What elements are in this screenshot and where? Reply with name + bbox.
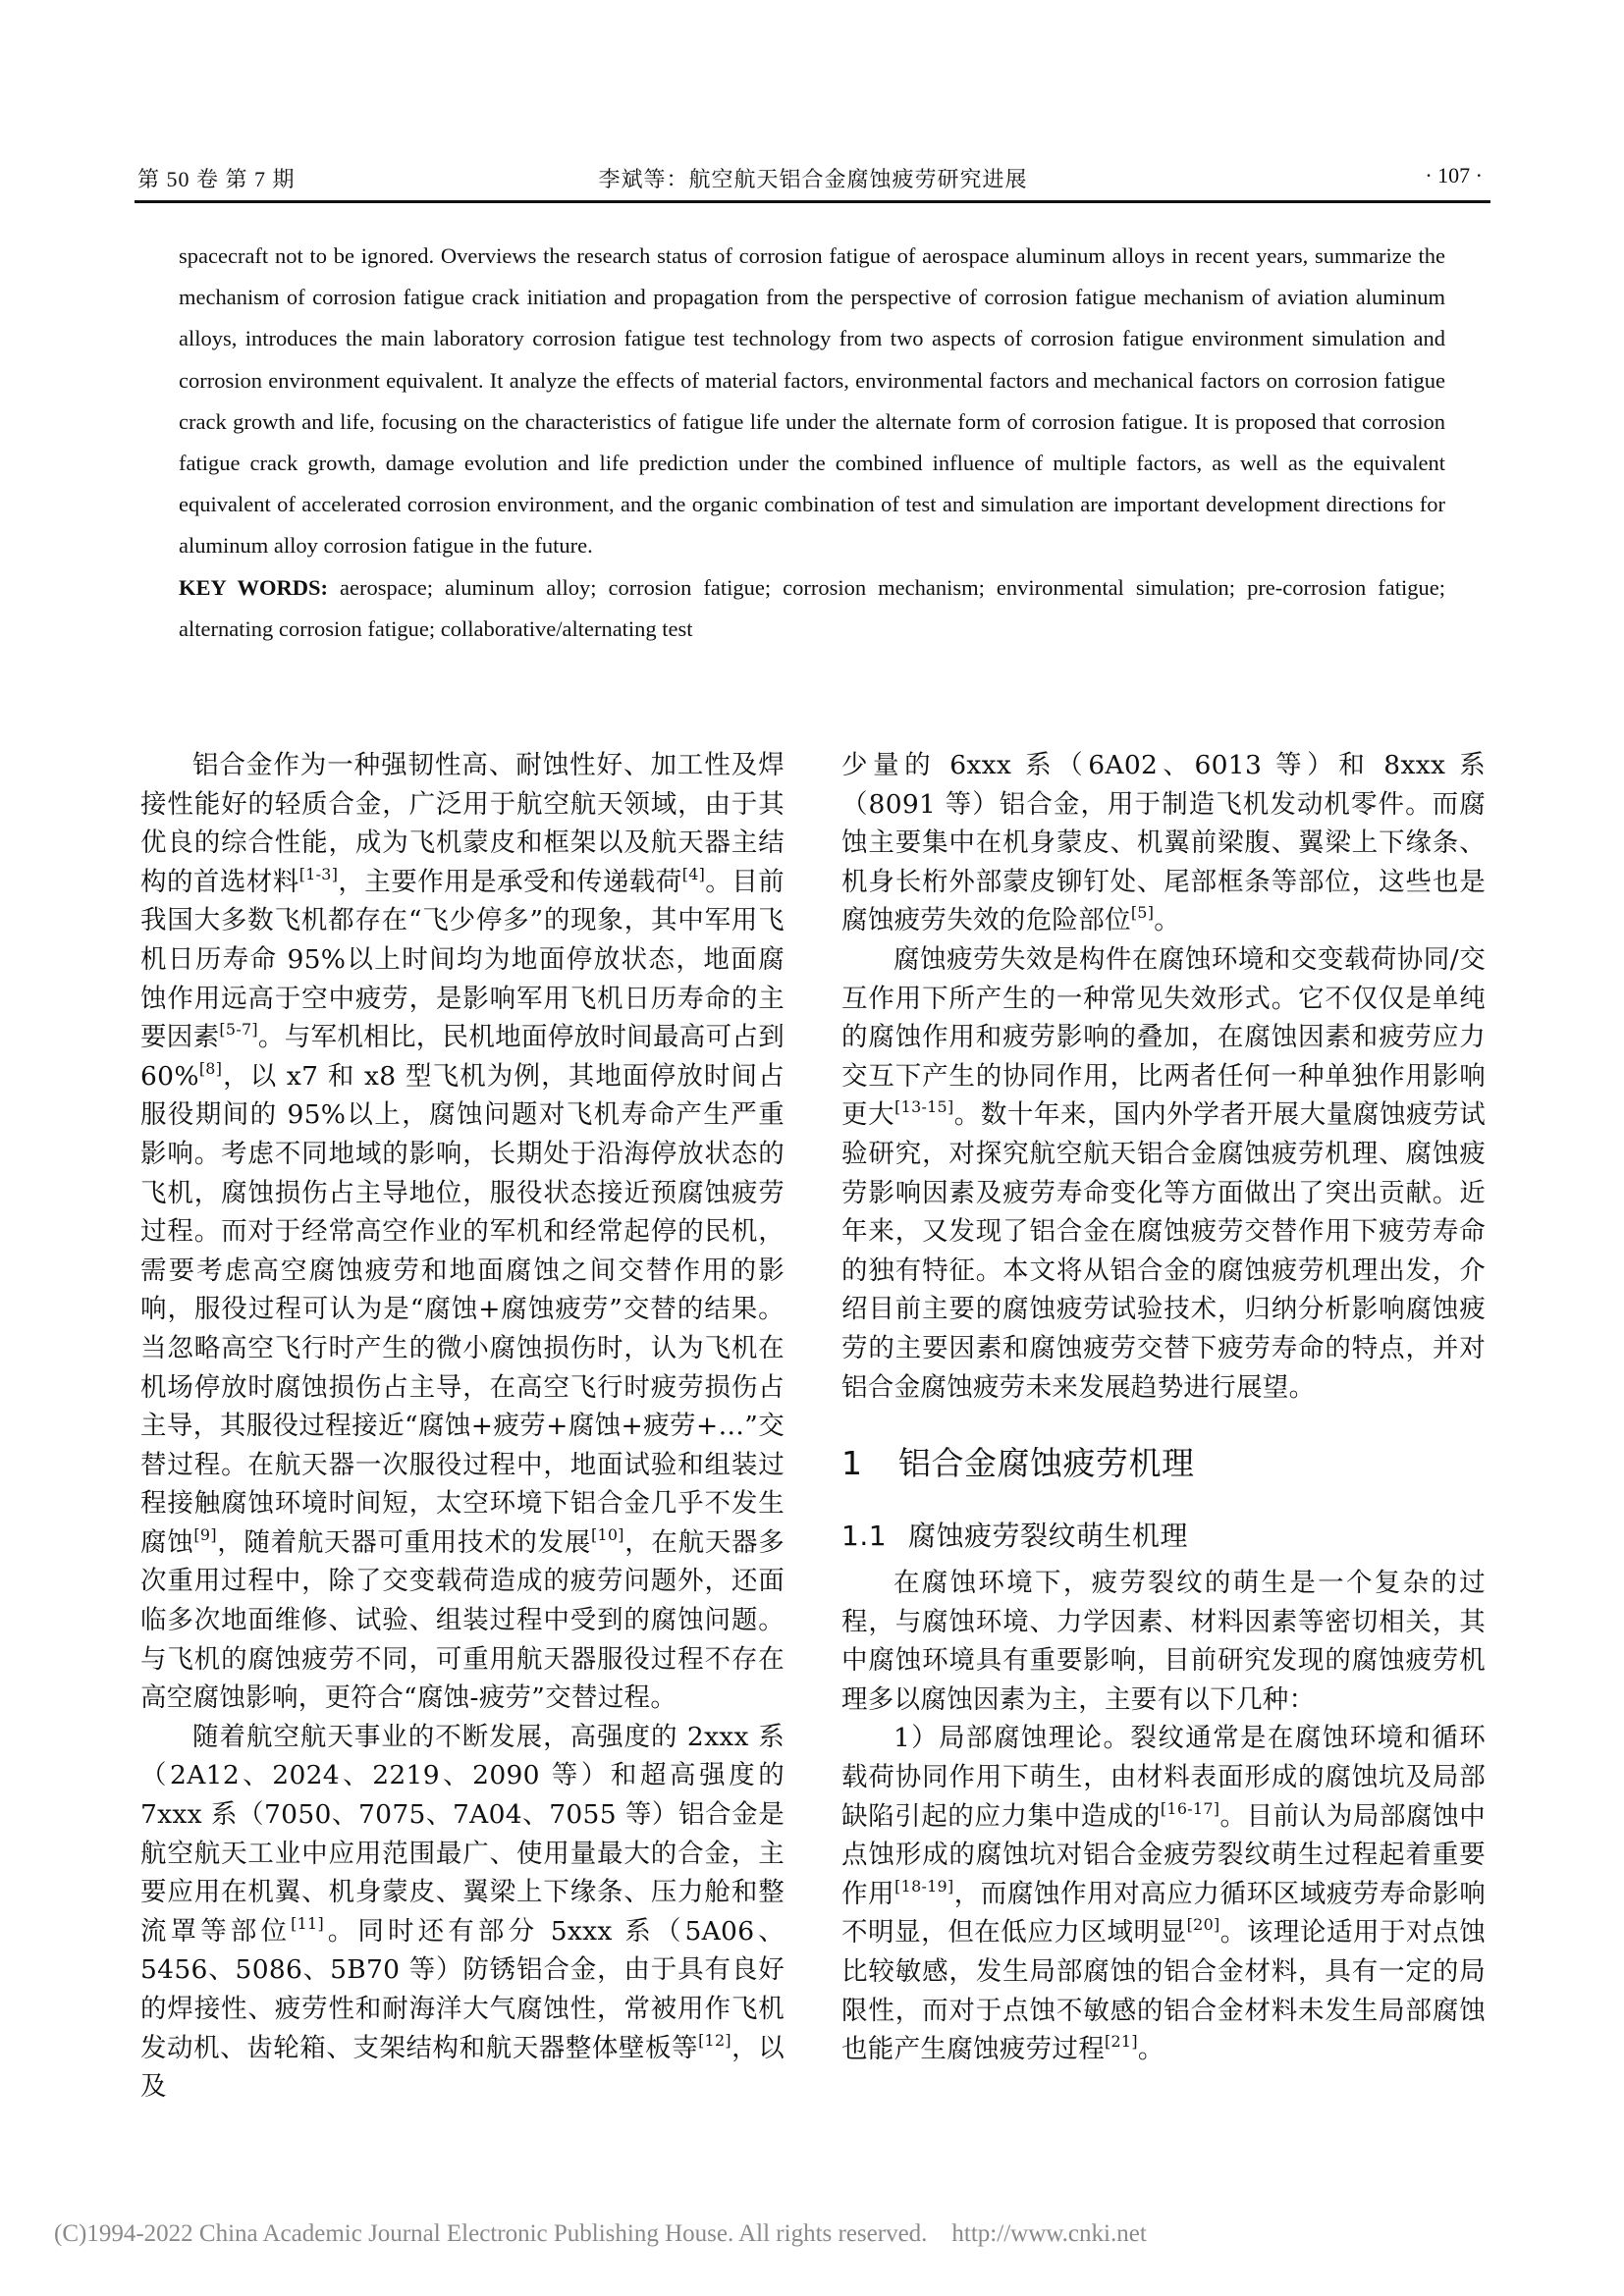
header-rule — [135, 200, 1490, 203]
subsection-number: 1.1 — [841, 1520, 888, 1553]
paragraph: 少量的 6xxx 系（6A02、6013 等）和 8xxx 系（8091 等）铝合金，用于制造飞机发动机零件。而腐蚀主要集中在机身蒙皮、机翼前梁腹、翼梁上下缘条、机身长桁外部蒙皮铆钉处、尾部框条等部位，这些也是腐蚀疲劳失效的危险部位[5]。 — [841, 750, 1486, 936]
citation-ref: [9] — [193, 1524, 217, 1544]
citation-ref: [21] — [1105, 2032, 1138, 2052]
running-title: 李斌等：航空航天铝合金腐蚀疲劳研究进展 — [598, 167, 1028, 191]
paragraph: 随着航空航天事业的不断发展，高强度的 2xxx 系（2A12、2024、2219、2090 等）和超高强度的 7xxx 系（7050、7075、7A04、7055 等）铝合金是航空航天工业中应用范围最广、使用量最大的合金，主要应用在机翼、机身蒙皮、翼梁上下缘条、压力舱和整流罩等部位[11]。同时还有部分 5xxx 系（5A06、5456、5086、5B70 等）防锈铝合金，由于具有良好的焊接性、疲劳性和耐海洋大气腐蚀性，常被用作飞机发动机、齿轮箱、支架结构和航天器整体壁板等[12]，以及 — [140, 1721, 785, 2103]
citation-ref: [4] — [681, 864, 706, 883]
citation-ref: [13-15] — [894, 1097, 954, 1117]
citation-ref: [18-19] — [894, 1876, 954, 1896]
citation-ref: [5-7] — [219, 1020, 258, 1040]
left-column — [140, 746, 785, 2107]
citation-ref: [11] — [291, 1913, 324, 1933]
section-heading-1 — [841, 1444, 1486, 1483]
english-abstract — [179, 236, 1445, 650]
section-title: 铝合金腐蚀疲劳机理 — [898, 1444, 1195, 1483]
volume-issue: 第 50 卷 第 7 期 — [137, 167, 296, 191]
citation-ref: [5] — [1130, 903, 1155, 923]
paragraph: 铝合金作为一种强韧性高、耐蚀性好、加工性及焊接性能好的轻质合金，广泛用于航空航天领域，由于其优良的综合性能，成为飞机蒙皮和框架以及航天器主结构的首选材料[1-3]，主要作用是承受和传递载荷[4]。目前我国大多数飞机都存在“飞少停多”的现象，其中军用飞机日历寿命 95%以上时间均为地面停放状态，地面腐蚀作用远高于空中疲劳，是影响军用飞机日历寿命的主要因素[5-7]。与军机相比，民机地面停放时间最高可占到 60%[8]，以 x7 和 x8 型飞机为例，其地面停放时间占服役期间的 95%以上，腐蚀问题对飞机寿命产生严重影响。考虑不同地域的影响，长期处于沿海停放状态的飞机，腐蚀损伤占主导地位，服役状态接近预腐蚀疲劳过程。而对于经常高空作业的军机和经常起停的民机，需要考虑高空腐蚀疲劳和地面腐蚀之间交替作用的影响，服役过程可认为是“腐蚀+腐蚀疲劳”交替的结果。当忽略高空飞行时产生的微小腐蚀损伤时，认为飞机在机场停放时腐蚀损伤占主导，在高空飞行时疲劳损伤占主导，其服役过程接近“腐蚀+疲劳+腐蚀+疲劳+…”交替过程。在航天器一次服役过程中，地面试验和组装过程接触腐蚀环境时间短，太空环境下铝合金几乎不发生腐蚀[9]，随着航天器可重用技术的发展[10]，在航天器多次重用过程中，除了交变载荷造成的疲劳问题外，还面临多次地面维修、试验、组装过程中受到的腐蚀问题。与飞机的腐蚀疲劳不同，可重用航天器服役过程不存在高空腐蚀影响，更符合“腐蚀-疲劳”交替过程。 — [140, 750, 785, 1714]
citation-ref: [10] — [590, 1524, 624, 1544]
running-header — [135, 157, 1490, 192]
citation-ref: [16-17] — [1160, 1798, 1220, 1818]
citation-ref: [20] — [1186, 1915, 1220, 1935]
section-heading-1-1 — [841, 1519, 1486, 1554]
keywords-text: aerospace; aluminum alloy; corrosion fatigue; corrosion mechanism; environmental simulation; pre-corrosion fatigue; alternating corrosion fatigue; collaborative/alternating test — [179, 574, 1445, 641]
subsection-title: 腐蚀疲劳裂纹萌生机理 — [908, 1520, 1189, 1553]
copyright-footer: (C)1994-2022 China Academic Journal Electronic Publishing House. All rights reserved. http://www.cnki.net — [54, 2220, 1147, 2247]
paragraph: 1）局部腐蚀理论。裂纹通常是在腐蚀环境和循环载荷协同作用下萌生，由材料表面形成的腐蚀坑及局部缺陷引起的应力集中造成的[16-17]。目前认为局部腐蚀中点蚀形成的腐蚀坑对铝合金疲劳裂纹萌生过程起着重要作用[18-19]，而腐蚀作用对高应力循环区域疲劳寿命影响不明显，但在低应力区域明显[20]。该理论适用于对点蚀比较敏感，发生局部腐蚀的铝合金材料，具有一定的局限性，而对于点蚀不敏感的铝合金材料未发生局部腐蚀也能产生腐蚀疲劳过程[21]。 — [841, 1723, 1487, 2065]
right-column — [841, 746, 1486, 2069]
abstract-text: spacecraft not to be ignored. Overviews the research status of corrosion fatigue of aerospace aluminum alloys in recent years, summarize the mechanism of corrosion fatigue crack initiation and propagation from the perspective of corrosion fatigue mechanism of aviation aluminum alloys, introduces the main laboratory corrosion fatigue test technology from two aspects of corrosion fatigue environment simulation and corrosion environment equivalent. It analyze the effects of material factors, environmental factors and mechanical factors on corrosion fatigue crack growth and life, focusing on the characteristics of fatigue life under the alternate form of corrosion fatigue. It is proposed that corrosion fatigue crack growth, damage evolution and life prediction under the combined influence of multiple factors, as well as the equivalent equivalent of accelerated corrosion environment, and the organic combination of test and simulation are important development directions for aluminum alloy corrosion fatigue in the future. — [179, 243, 1445, 559]
paragraph: 腐蚀疲劳失效是构件在腐蚀环境和交变载荷协同/交互作用下所产生的一种常见失效形式。它不仅仅是单纯的腐蚀作用和疲劳影响的叠加，在腐蚀因素和疲劳应力交互下产生的协同作用，比两者任何一种单独作用影响更大[13-15]。数十年来，国内外学者开展大量腐蚀疲劳试验研究，对探究航空航天铝合金腐蚀疲劳机理、腐蚀疲劳影响因素及疲劳寿命变化等方面做出了突出贡献。近年来，又发现了铝合金在腐蚀疲劳交替作用下疲劳寿命的独有特征。本文将从铝合金的腐蚀疲劳机理出发，介绍目前主要的腐蚀疲劳试验技术，归纳分析影响腐蚀疲劳的主要因素和腐蚀疲劳交替下疲劳寿命的特点，并对铝合金腐蚀疲劳未来发展趋势进行展望。 — [841, 943, 1486, 1403]
citation-ref: [1-3] — [298, 864, 339, 883]
citation-ref: [8] — [198, 1058, 223, 1078]
keywords-label: KEY WORDS: — [179, 574, 329, 600]
citation-ref: [12] — [698, 2030, 731, 2050]
paragraph: 在腐蚀环境下，疲劳裂纹的萌生是一个复杂的过程，与腐蚀环境、力学因素、材料因素等密切相关，其中腐蚀环境具有重要影响，目前研究发现的腐蚀疲劳机理多以腐蚀因素为主，主要有以下几种： — [841, 1568, 1486, 1715]
section-number: 1 — [841, 1444, 863, 1483]
keywords — [179, 567, 1445, 650]
page-number: · 107 · — [1425, 163, 1483, 187]
